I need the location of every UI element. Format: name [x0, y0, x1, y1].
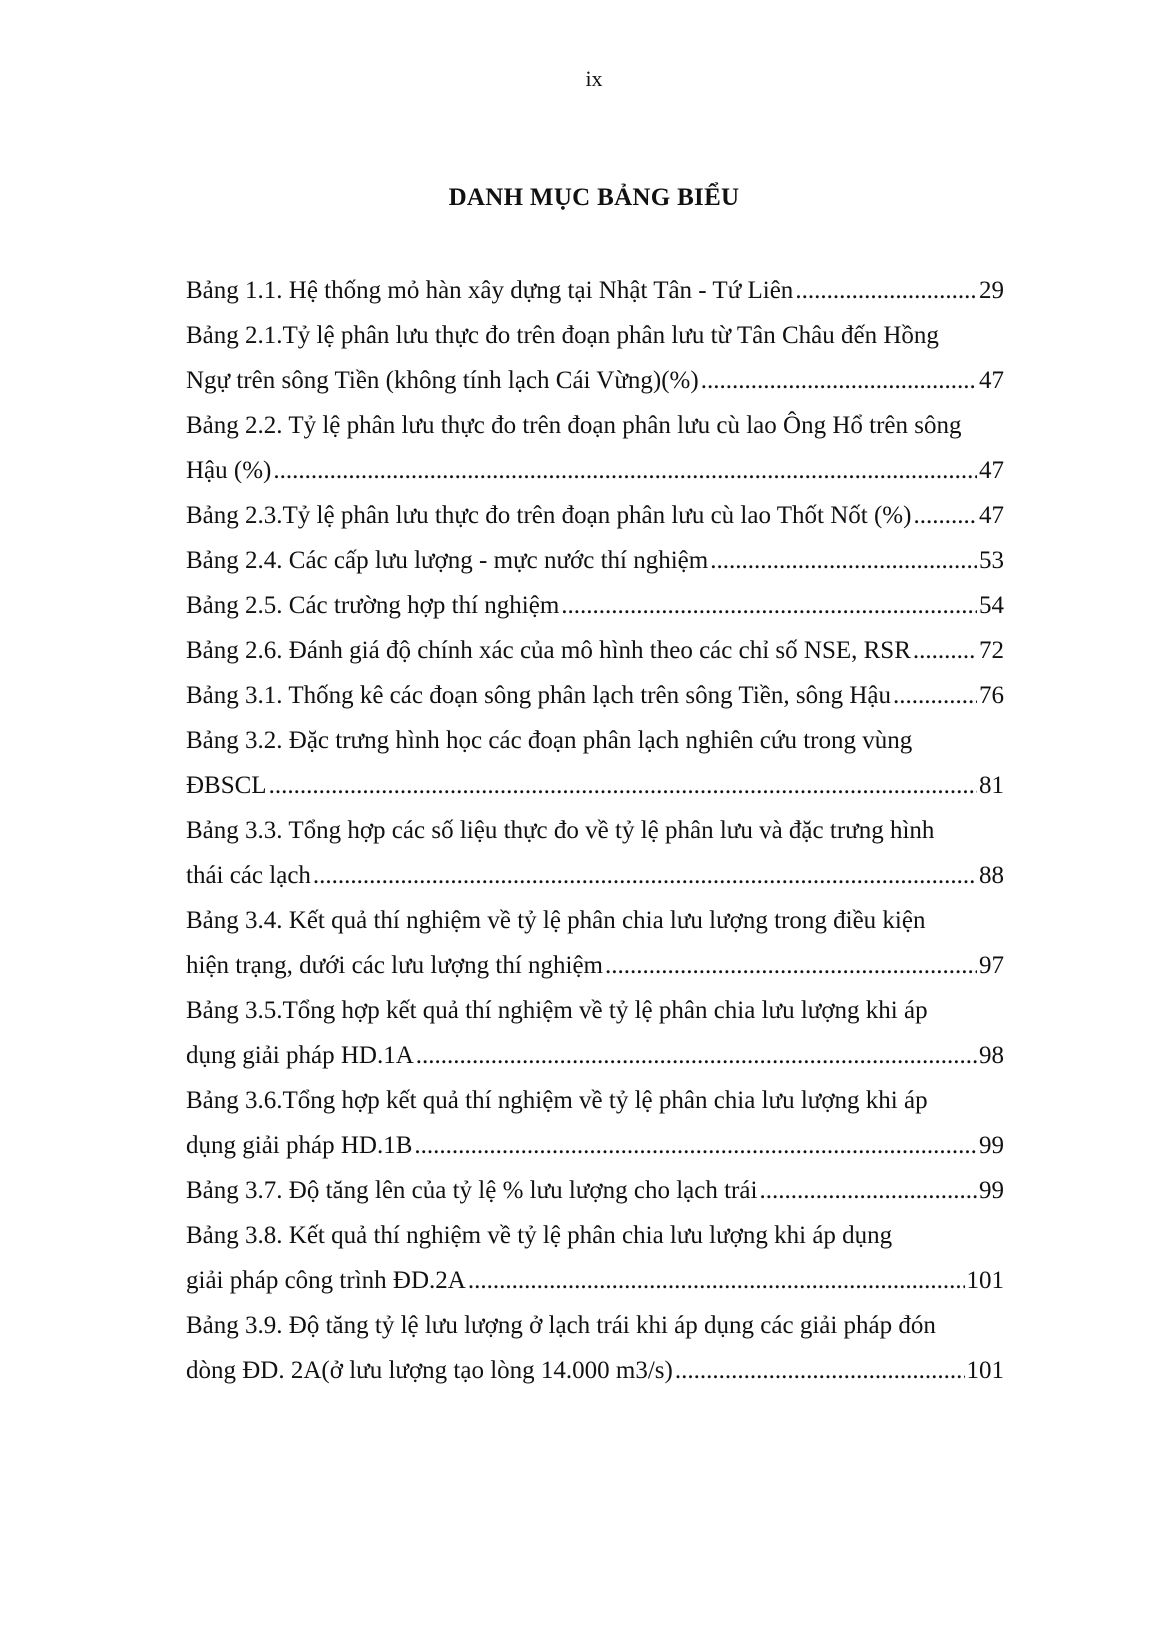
toc-entry-line: Bảng 3.5.Tổng hợp kết quả thí nghiệm về tỷ lệ phân chia lưu lượng khi áp: [186, 997, 928, 1024]
toc-entry-line: Bảng 2.2. Tỷ lệ phân lưu thực đo trên đoạn phân lưu cù lao Ông Hổ trên sông: [186, 412, 962, 439]
toc-entry-line: Bảng 3.4. Kết quả thí nghiệm về tỷ lệ phân chia lưu lượng trong điều kiện: [186, 907, 926, 934]
toc-entry-last-line: [186, 538, 1004, 583]
toc-entry[interactable]: [186, 1168, 1004, 1213]
toc-entry-last-line: [186, 493, 1004, 538]
toc-entry-page: 99: [979, 1132, 1004, 1159]
toc-entry-last-line: [186, 1258, 1004, 1303]
toc-entry[interactable]: [186, 583, 1004, 628]
toc-entry-text: Bảng 2.4. Các cấp lưu lượng - mực nước thí nghiệm: [186, 547, 709, 574]
toc-entry[interactable]: [186, 988, 1004, 1078]
dot-leader: [893, 673, 977, 718]
toc-entry-text: Bảng 3.1. Thống kê các đoạn sông phân lạch trên sông Tiền, sông Hậu: [186, 682, 891, 709]
toc-entry[interactable]: [186, 1303, 1004, 1393]
toc-entry[interactable]: [186, 403, 1004, 493]
dot-leader: [273, 448, 977, 493]
page-number: ix: [585, 66, 603, 91]
toc-entry-line: Bảng 2.1.Tỷ lệ phân lưu thực đo trên đoạn phân lưu từ Tân Châu đến Hồng: [186, 322, 939, 349]
toc-entry[interactable]: [186, 538, 1004, 583]
dot-leader: [913, 628, 977, 673]
toc-entry-text: hiện trạng, dưới các lưu lượng thí nghiệm: [186, 952, 604, 979]
toc-entry[interactable]: [186, 718, 1004, 808]
toc-entry-text: dụng giải pháp HD.1A: [186, 1042, 414, 1069]
toc-entry-last-line: [186, 583, 1004, 628]
toc-entry-page: 98: [979, 1042, 1004, 1069]
toc-entry-line: Bảng 3.8. Kết quả thí nghiệm về tỷ lệ phân chia lưu lượng khi áp dụng: [186, 1222, 893, 1249]
toc-entry-page: 72: [979, 637, 1004, 664]
dot-leader: [561, 583, 977, 628]
toc-entry-page: 76: [979, 682, 1004, 709]
dot-leader: [675, 1348, 965, 1393]
toc-entry[interactable]: [186, 808, 1004, 898]
toc-entry-text: ĐBSCL: [186, 772, 267, 799]
toc-entry[interactable]: [186, 898, 1004, 988]
table-of-tables: [186, 268, 1004, 1393]
toc-entry-last-line: [186, 943, 1004, 988]
toc-entry-line: Bảng 3.6.Tổng hợp kết quả thí nghiệm về tỷ lệ phân chia lưu lượng khi áp: [186, 1087, 928, 1114]
toc-entry-page: 88: [979, 862, 1004, 889]
toc-entry-page: 47: [979, 367, 1004, 394]
page-title: DANH MỤC BẢNG BIỂU: [448, 184, 740, 211]
toc-entry-text: Ngự trên sông Tiền (không tính lạch Cái Vừng)(%): [186, 367, 699, 394]
toc-entry-last-line: [186, 763, 1004, 808]
toc-entry-text: giải pháp công trình ĐD.2A: [186, 1267, 466, 1294]
dot-leader: [269, 763, 977, 808]
toc-entry-text: dòng ĐD. 2A(ở lưu lượng tạo lòng 14.000 m3/s): [186, 1357, 673, 1384]
toc-entry-last-line: [186, 358, 1004, 403]
toc-entry-text: Hậu (%): [186, 457, 272, 484]
toc-entry-page: 99: [979, 1177, 1004, 1204]
toc-entry[interactable]: [186, 268, 1004, 313]
toc-entry-page: 97: [979, 952, 1004, 979]
toc-entry[interactable]: [186, 673, 1004, 718]
toc-entry[interactable]: [186, 493, 1004, 538]
dot-leader: [313, 853, 977, 898]
toc-entry[interactable]: [186, 313, 1004, 403]
toc-entry-last-line: [186, 1033, 1004, 1078]
toc-entry-last-line: [186, 268, 1004, 313]
toc-entry-text: Bảng 2.5. Các trường hợp thí nghiệm: [186, 592, 560, 619]
toc-entry-text: dụng giải pháp HD.1B: [186, 1132, 413, 1159]
toc-entry-page: 47: [979, 457, 1004, 484]
toc-entry[interactable]: [186, 628, 1004, 673]
toc-entry-page: 47: [979, 502, 1004, 529]
toc-entry-last-line: [186, 1123, 1004, 1168]
toc-entry-text: Bảng 1.1. Hệ thống mỏ hàn xây dựng tại Nhật Tân - Tứ Liên: [186, 277, 794, 304]
toc-entry[interactable]: [186, 1213, 1004, 1303]
toc-entry-text: Bảng 2.6. Đánh giá độ chính xác của mô hình theo các chỉ số NSE, RSR: [186, 637, 911, 664]
dot-leader: [795, 268, 977, 313]
toc-entry-line: Bảng 3.2. Đặc trưng hình học các đoạn phân lạch nghiên cứu trong vùng: [186, 727, 913, 754]
dot-leader: [913, 493, 977, 538]
dot-leader: [416, 1033, 977, 1078]
toc-entry-text: Bảng 3.7. Độ tăng lên của tỷ lệ % lưu lượng cho lạch trái: [186, 1177, 758, 1204]
toc-entry-page: 101: [966, 1267, 1004, 1294]
dot-leader: [468, 1258, 965, 1303]
toc-entry-last-line: [186, 853, 1004, 898]
dot-leader: [414, 1123, 977, 1168]
toc-entry-last-line: [186, 448, 1004, 493]
toc-entry-last-line: [186, 1348, 1004, 1393]
toc-entry-page: 53: [979, 547, 1004, 574]
toc-entry-last-line: [186, 628, 1004, 673]
dot-leader: [605, 943, 977, 988]
toc-entry-line: Bảng 3.3. Tổng hợp các số liệu thực đo về tỷ lệ phân lưu và đặc trưng hình: [186, 817, 935, 844]
toc-entry-last-line: [186, 1168, 1004, 1213]
toc-entry-text: Bảng 2.3.Tỷ lệ phân lưu thực đo trên đoạn phân lưu cù lao Thốt Nốt (%): [186, 502, 912, 529]
toc-entry-page: 29: [979, 277, 1004, 304]
toc-entry-line: Bảng 3.9. Độ tăng tỷ lệ lưu lượng ở lạch trái khi áp dụng các giải pháp đón: [186, 1312, 936, 1339]
toc-entry-last-line: [186, 673, 1004, 718]
toc-entry-page: 81: [979, 772, 1004, 799]
toc-entry-text: thái các lạch: [186, 862, 311, 889]
dot-leader: [710, 538, 977, 583]
dot-leader: [701, 358, 977, 403]
toc-entry-page: 54: [979, 592, 1004, 619]
toc-entry-page: 101: [966, 1357, 1004, 1384]
toc-entry[interactable]: [186, 1078, 1004, 1168]
dot-leader: [759, 1168, 977, 1213]
